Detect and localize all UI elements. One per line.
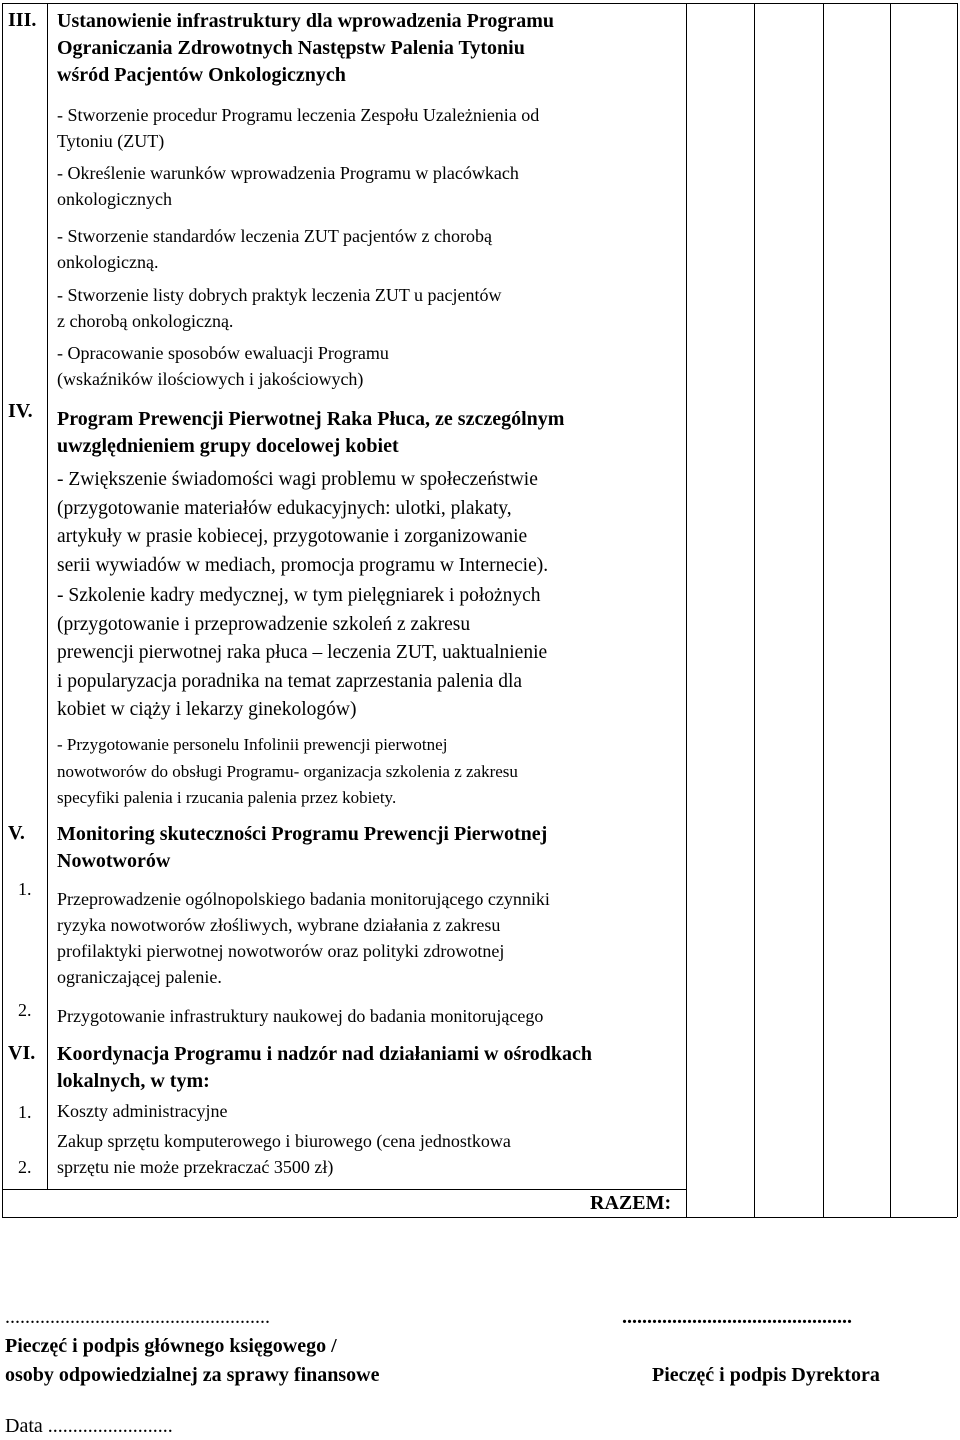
item-number: 2.	[18, 1157, 32, 1177]
director-signature-line: ..............................................	[622, 1306, 852, 1328]
row-line	[2, 1189, 687, 1190]
col-line	[823, 3, 824, 1217]
col-line	[686, 3, 687, 1217]
col-line	[47, 3, 48, 1189]
section-title: Monitoring skuteczności Programu Prewencji Pierwotnej	[57, 823, 548, 845]
list-item-line: specyfiki palenia i rzucania palenia przez kobiety.	[57, 788, 397, 807]
accountant-signature-line: .....................................................	[5, 1306, 270, 1328]
section-number: III.	[8, 9, 37, 31]
col-line	[754, 3, 755, 1217]
list-item-line: onkologiczną.	[57, 252, 159, 272]
list-item-line: - Przygotowanie personelu Infolinii prewencji pierwotnej	[57, 735, 448, 754]
table-left-border	[2, 3, 3, 1217]
list-item-line: Zakup sprzętu komputerowego i biurowego (cena jednostkowa	[57, 1131, 511, 1151]
item-number: 1.	[18, 879, 32, 899]
list-item-line: ryzyka nowotworów złośliwych, wybrane działania z zakresu	[57, 915, 501, 935]
list-item-line: - Zwiększenie świadomości wagi problemu w społeczeństwie	[57, 469, 538, 490]
total-label: RAZEM:	[590, 1192, 672, 1214]
list-item-line: - Stworzenie standardów leczenia ZUT pacjentów z chorobą	[57, 226, 492, 246]
list-item-line: (wskaźników ilościowych i jakościowych)	[57, 369, 364, 389]
list-item-line: (przygotowanie materiałów edukacyjnych: ulotki, plakaty,	[57, 497, 512, 519]
item-number: 2.	[18, 1000, 32, 1020]
table-right-border	[957, 3, 958, 1217]
list-item-line: Tytoniu (ZUT)	[57, 131, 165, 151]
col-line	[890, 3, 891, 1217]
list-item-line: (przygotowanie i przeprowadzenie szkoleń z zakresu	[57, 613, 471, 635]
section-number: IV.	[8, 400, 33, 422]
section-title: Ograniczania Zdrowotnych Następstw Palenia Tytoniu	[57, 37, 525, 59]
section-title: Koordynacja Programu i nadzór nad działaniami w ośrodkach	[57, 1043, 593, 1065]
accountant-signature-label: osoby odpowiedzialnej za sprawy finansowe	[5, 1364, 380, 1386]
list-item-line: i popularyzacja poradnika na temat zaprzestania palenia dla	[57, 670, 523, 692]
table-top-border	[2, 3, 957, 4]
list-item-line: - Szkolenie kadry medycznej, w tym pielęgniarek i położnych	[57, 585, 541, 606]
section-title: uwzględnieniem grupy docelowej kobiet	[57, 435, 399, 457]
list-item-line: - Opracowanie sposobów ewaluacji Programu	[57, 343, 389, 363]
list-item-line: z chorobą onkologiczną.	[57, 311, 234, 331]
list-item-line: nowotworów do obsługi Programu- organizacja szkolenia z zakresu	[57, 761, 518, 781]
list-item-line: Przygotowanie infrastruktury naukowej do badania monitorującego	[57, 1006, 544, 1026]
item-number: 1.	[18, 1102, 32, 1122]
list-item-line: ograniczającej palenie.	[57, 967, 222, 987]
list-item-line: artykuły w prasie kobiecej, przygotowanie i zorganizowanie	[57, 526, 528, 547]
section-title: wśród Pacjentów Onkologicznych	[57, 64, 346, 86]
section-title: Nowotworów	[57, 850, 171, 872]
date-field: Data .........................	[5, 1415, 173, 1437]
section-title: lokalnych, w tym:	[57, 1070, 210, 1092]
list-item-line: profilaktyki pierwotnej nowotworów oraz polityki zdrowotnej	[57, 941, 505, 961]
section-number: V.	[8, 822, 25, 844]
director-signature-label: Pieczęć i podpis Dyrektora	[652, 1364, 880, 1386]
list-item-line: onkologicznych	[57, 189, 172, 209]
accountant-signature-label: Pieczęć i podpis głównego księgowego /	[5, 1335, 337, 1357]
list-item-line: sprzętu nie może przekraczać 3500 zł)	[57, 1157, 334, 1177]
list-item-line: serii wywiadów w mediach, promocja programu w Internecie).	[57, 554, 549, 576]
section-title: Program Prewencji Pierwotnej Raka Płuca, ze szczególnym	[57, 408, 565, 430]
section-number: VI.	[8, 1042, 36, 1064]
list-item-line: Koszty administracyjne	[57, 1101, 228, 1121]
list-item-line: - Stworzenie procedur Programu leczenia Zespołu Uzależnienia od	[57, 105, 540, 125]
section-title: Ustanowienie infrastruktury dla wprowadzenia Programu	[57, 10, 555, 32]
table-bottom-border	[2, 1217, 957, 1218]
list-item-line: prewencji pierwotnej raka płuca – leczenia ZUT, uaktualnienie	[57, 642, 548, 663]
list-item-line: Przeprowadzenie ogólnopolskiego badania monitorującego czynniki	[57, 889, 550, 909]
list-item-line: kobiet w ciąży i lekarzy ginekologów)	[57, 699, 357, 720]
list-item-line: - Stworzenie listy dobrych praktyk leczenia ZUT u pacjentów	[57, 285, 502, 305]
list-item-line: - Określenie warunków wprowadzenia Programu w placówkach	[57, 163, 519, 183]
